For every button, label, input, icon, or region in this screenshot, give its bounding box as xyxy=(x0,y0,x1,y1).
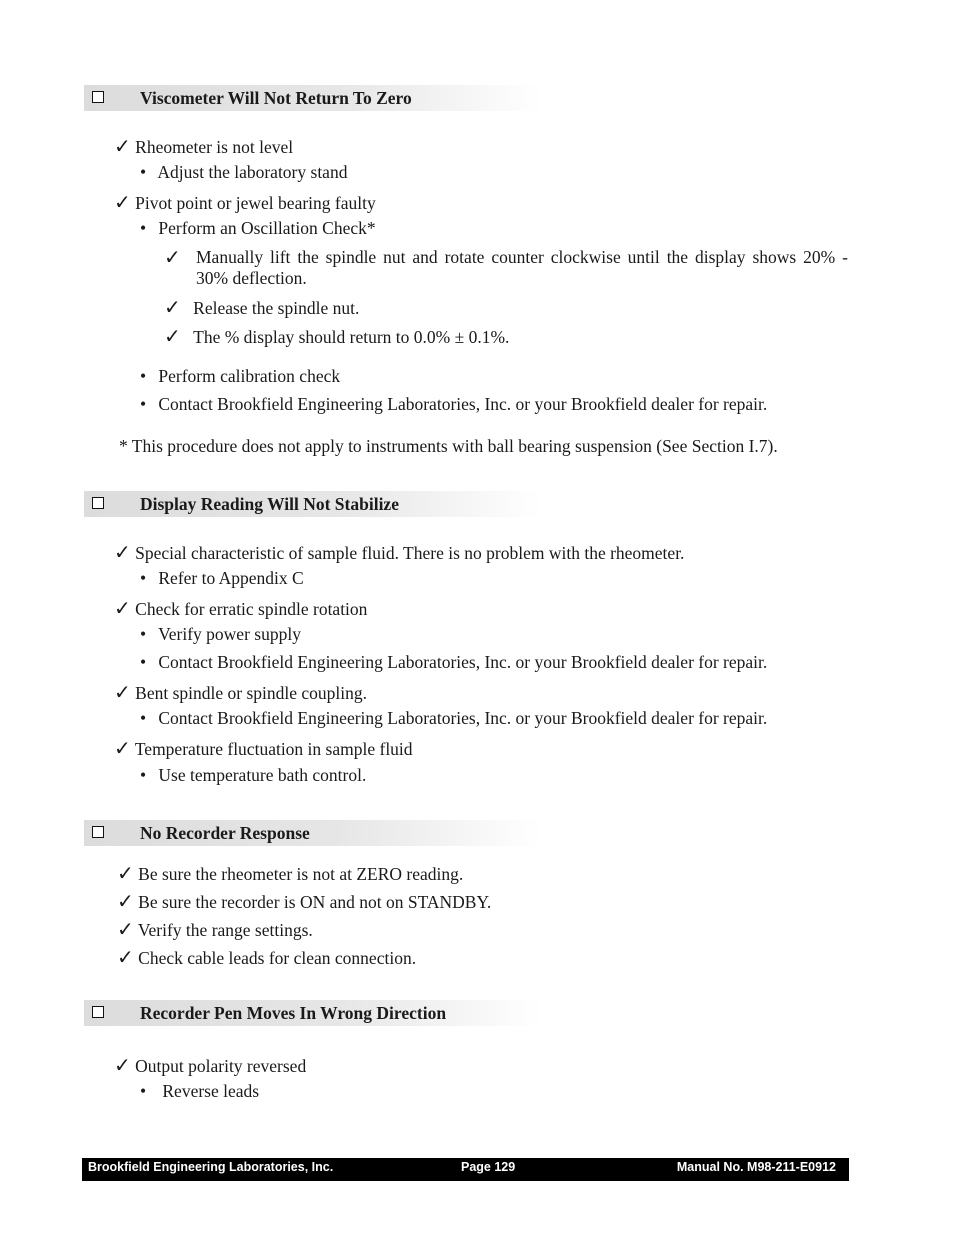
item-text: Perform calibration check xyxy=(158,366,341,386)
list-item xyxy=(117,861,463,885)
section-title: Recorder Pen Moves In Wrong Direction xyxy=(140,1003,447,1023)
item-text: Rheometer is not level xyxy=(135,137,294,157)
item-text: Use temperature bath control. xyxy=(158,765,367,785)
checkmark-icon: ✓ xyxy=(114,680,131,704)
bullet-icon: • xyxy=(140,624,147,644)
section-header xyxy=(84,820,542,846)
checkmark-icon: ✓ xyxy=(114,540,131,564)
item-text: Manually lift the spindle nut and rotate counter clockwise until the display shows 20% - 30% deflection. xyxy=(196,247,848,288)
checkmark-icon: ✓ xyxy=(164,245,181,269)
list-item xyxy=(140,394,767,415)
list-item xyxy=(140,162,347,183)
list-item xyxy=(114,1053,306,1077)
checkmark-icon: ✓ xyxy=(114,596,131,620)
checkmark-icon: ✓ xyxy=(164,295,181,319)
item-text: Pivot point or jewel bearing faulty xyxy=(135,193,376,213)
section-header xyxy=(84,85,542,111)
item-text: Contact Brookfield Engineering Laboratories, Inc. or your Brookfield dealer for repair. xyxy=(158,708,768,728)
item-text: Check for erratic spindle rotation xyxy=(135,599,368,619)
bullet-icon: • xyxy=(140,765,147,785)
item-text: Verify the range settings. xyxy=(137,920,313,940)
section-header xyxy=(84,1000,542,1026)
bullet-icon: • xyxy=(140,394,147,414)
list-item xyxy=(140,366,340,387)
item-text: Bent spindle or spindle coupling. xyxy=(135,683,367,703)
item-text: Check cable leads for clean connection. xyxy=(138,948,417,968)
list-item xyxy=(117,889,491,913)
item-text: Output polarity reversed xyxy=(135,1056,307,1076)
section-title: Display Reading Will Not Stabilize xyxy=(140,494,399,514)
bullet-icon: • xyxy=(140,1081,147,1101)
item-text: Verify power supply xyxy=(158,624,301,644)
list-item xyxy=(164,295,359,319)
item-text: Reverse leads xyxy=(162,1081,260,1101)
checkbox-square-icon xyxy=(92,826,104,838)
footer-page-number: Page 129 xyxy=(461,1160,516,1174)
item-text: Temperature fluctuation in sample fluid xyxy=(134,739,413,759)
list-item xyxy=(140,765,366,786)
list-item xyxy=(140,218,376,239)
checkmark-icon: ✓ xyxy=(114,736,131,760)
checkmark-icon: ✓ xyxy=(117,861,134,885)
list-item xyxy=(114,736,413,760)
bullet-icon: • xyxy=(140,162,147,182)
checkbox-square-icon xyxy=(92,1006,104,1018)
list-item xyxy=(117,945,416,969)
list-item xyxy=(140,708,767,729)
list-item xyxy=(140,568,304,589)
bullet-icon: • xyxy=(140,568,147,588)
checkmark-icon: ✓ xyxy=(117,889,134,913)
checkmark-icon: ✓ xyxy=(164,324,181,348)
page-footer xyxy=(82,1158,849,1181)
section-header xyxy=(84,491,542,517)
item-text: Special characteristic of sample fluid. There is no problem with the rheometer. xyxy=(135,543,685,563)
item-text: Perform an Oscillation Check* xyxy=(158,218,376,238)
item-text: Be sure the rheometer is not at ZERO reading. xyxy=(138,864,464,884)
list-item xyxy=(140,652,767,673)
bullet-icon: • xyxy=(140,218,147,238)
item-text: Release the spindle nut. xyxy=(193,298,360,318)
checkmark-icon: ✓ xyxy=(114,1053,131,1077)
checkbox-square-icon xyxy=(92,91,104,103)
list-item xyxy=(114,540,684,564)
item-text: The % display should return to 0.0% ± 0.1%. xyxy=(193,327,510,347)
bullet-icon: • xyxy=(140,652,147,672)
list-item xyxy=(114,596,367,620)
item-text: Be sure the recorder is ON and not on STANDBY. xyxy=(138,892,492,912)
bullet-icon: • xyxy=(140,708,147,728)
footer-manual-number: Manual No. M98-211-E0912 xyxy=(676,1160,836,1174)
item-text: Contact Brookfield Engineering Laboratories, Inc. or your Brookfield dealer for repair. xyxy=(158,652,768,672)
list-item xyxy=(114,680,367,704)
item-text: Contact Brookfield Engineering Laboratories, Inc. or your Brookfield dealer for repair. xyxy=(158,394,768,414)
item-text: Adjust the laboratory stand xyxy=(157,162,348,182)
footnote: * This procedure does not apply to instruments with ball bearing suspension (See Section I.7). xyxy=(119,436,778,456)
checkmark-icon: ✓ xyxy=(114,190,131,214)
checkmark-icon: ✓ xyxy=(117,945,134,969)
list-item xyxy=(114,190,376,214)
section-title: No Recorder Response xyxy=(140,823,310,843)
list-item xyxy=(164,324,509,348)
list-item xyxy=(140,624,301,645)
checkmark-icon: ✓ xyxy=(117,917,134,941)
checkbox-square-icon xyxy=(92,497,104,509)
list-item xyxy=(117,917,313,941)
checkmark-icon: ✓ xyxy=(114,134,131,158)
section-title: Viscometer Will Not Return To Zero xyxy=(140,88,412,108)
footer-company: Brookfield Engineering Laboratories, Inc. xyxy=(88,1160,334,1174)
list-item xyxy=(140,1081,259,1102)
item-text: Refer to Appendix C xyxy=(158,568,304,588)
bullet-icon: • xyxy=(140,366,147,386)
list-item xyxy=(114,134,293,158)
